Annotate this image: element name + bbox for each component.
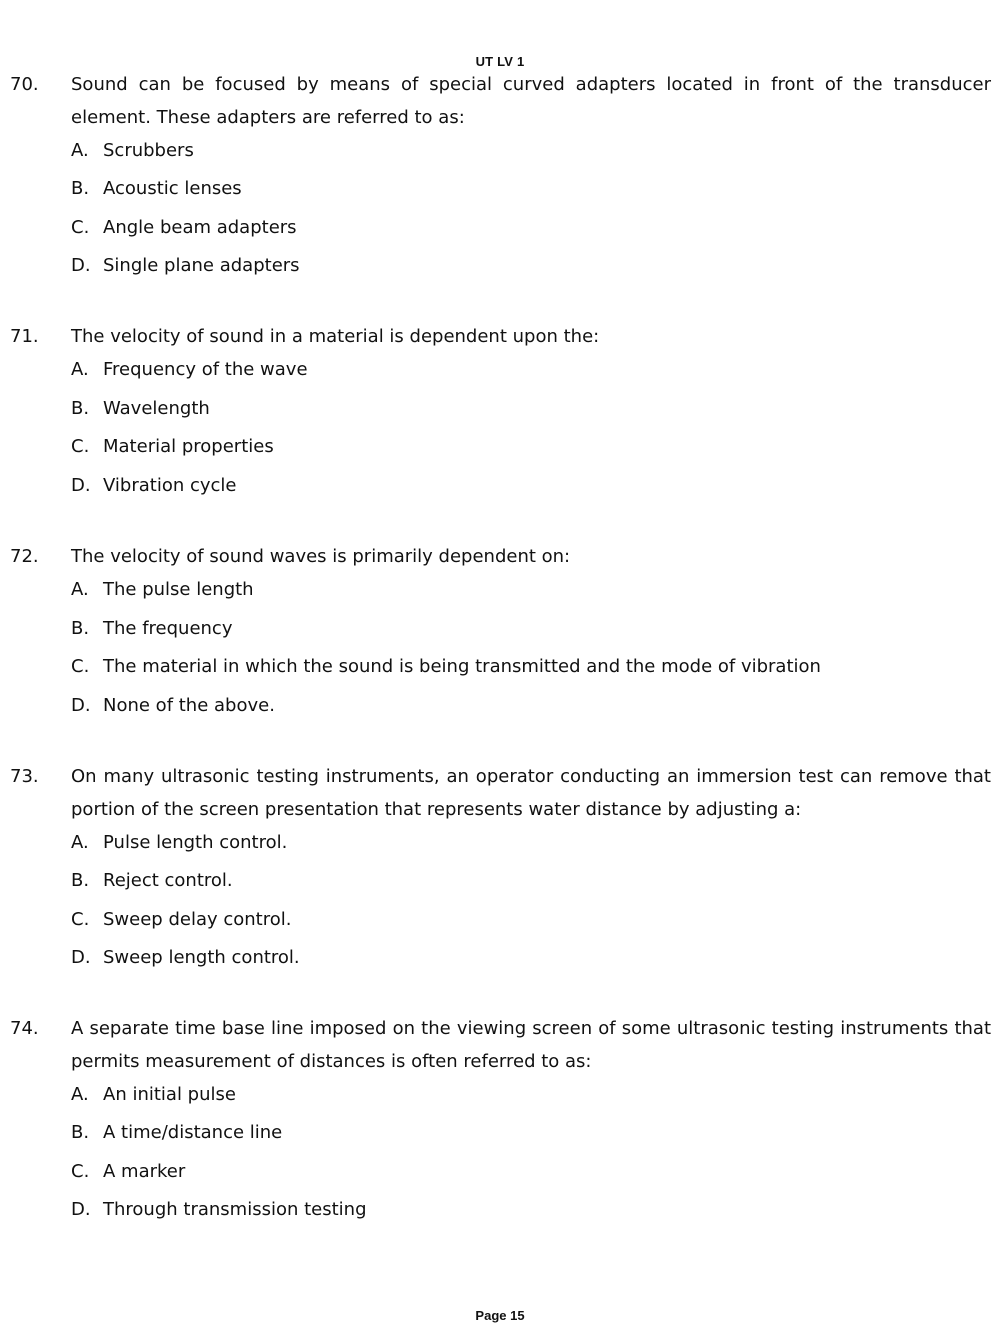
option-b [71, 1121, 282, 1145]
option-d [71, 1198, 367, 1222]
option-text: Sweep length control. [103, 947, 300, 968]
option-text: Frequency of the wave [103, 359, 308, 380]
option-letter: A. [71, 359, 89, 380]
page-header: UT LV 1 [475, 54, 525, 69]
question-stem: The velocity of sound in a material is dependent upon the: [71, 326, 600, 347]
option-text: Reject control. [103, 870, 233, 891]
option-letter: D. [71, 947, 91, 968]
option-letter: B. [71, 618, 90, 639]
option-a [71, 831, 287, 855]
option-letter: B. [71, 1122, 90, 1143]
option-letter: A. [71, 140, 89, 161]
option-c [71, 1160, 185, 1184]
option-b [71, 869, 233, 893]
option-c [71, 655, 821, 679]
option-letter: C. [71, 909, 90, 930]
option-d [71, 694, 275, 718]
page-number: Page 15 [475, 1308, 525, 1323]
option-text: None of the above. [103, 695, 275, 716]
option-letter: B. [71, 870, 90, 891]
option-a [71, 358, 308, 382]
option-text: The material in which the sound is being transmitted and the mode of vibration [103, 656, 821, 677]
option-letter: B. [71, 398, 90, 419]
option-letter: A. [71, 832, 89, 853]
option-text: An initial pulse [103, 1084, 236, 1105]
option-letter: C. [71, 217, 90, 238]
option-c [71, 216, 297, 240]
option-text: Acoustic lenses [103, 178, 242, 199]
question-number: 70. [10, 74, 39, 95]
option-d [71, 254, 300, 278]
option-d [71, 474, 237, 498]
option-b [71, 397, 210, 421]
option-b [71, 617, 232, 641]
option-text: Material properties [103, 436, 274, 457]
option-c [71, 908, 291, 932]
option-text: Through transmission testing [103, 1199, 367, 1220]
option-letter: D. [71, 475, 91, 496]
option-text: Single plane adapters [103, 255, 300, 276]
option-letter: C. [71, 436, 90, 457]
option-a [71, 1083, 236, 1107]
option-letter: A. [71, 1084, 89, 1105]
question-number: 73. [10, 766, 39, 787]
option-letter: D. [71, 695, 91, 716]
option-a [71, 139, 194, 163]
option-d [71, 946, 300, 970]
option-letter: B. [71, 178, 90, 199]
option-text: A marker [103, 1161, 186, 1182]
option-letter: C. [71, 1161, 90, 1182]
option-letter: A. [71, 579, 89, 600]
question-stem: On many ultrasonic testing instruments, an operator conducting an immersion test can remove that portion of the screen presentation that represents water distance by adjusting a: [71, 766, 991, 820]
option-text: The frequency [103, 618, 233, 639]
question-stem: A separate time base line imposed on the viewing screen of some ultrasonic testing instruments that permits measurement of distances is often referred to as: [71, 1018, 991, 1072]
option-c [71, 435, 274, 459]
question-number: 72. [10, 546, 39, 567]
option-text: Vibration cycle [103, 475, 237, 496]
option-letter: C. [71, 656, 90, 677]
question-stem: Sound can be focused by means of special curved adapters located in front of the transducer element. These adapters are referred to as: [71, 74, 991, 128]
option-text: Angle beam adapters [103, 217, 297, 238]
question-stem: The velocity of sound waves is primarily dependent on: [71, 546, 571, 567]
option-letter: D. [71, 255, 91, 276]
option-b [71, 177, 242, 201]
option-text: Pulse length control. [103, 832, 288, 853]
question-number: 74. [10, 1018, 39, 1039]
question-number: 71. [10, 326, 39, 347]
option-text: A time/distance line [103, 1122, 283, 1143]
option-text: Sweep delay control. [103, 909, 292, 930]
option-letter: D. [71, 1199, 91, 1220]
option-text: The pulse length [103, 579, 254, 600]
option-text: Wavelength [103, 398, 210, 419]
option-text: Scrubbers [103, 140, 194, 161]
option-a [71, 578, 254, 602]
